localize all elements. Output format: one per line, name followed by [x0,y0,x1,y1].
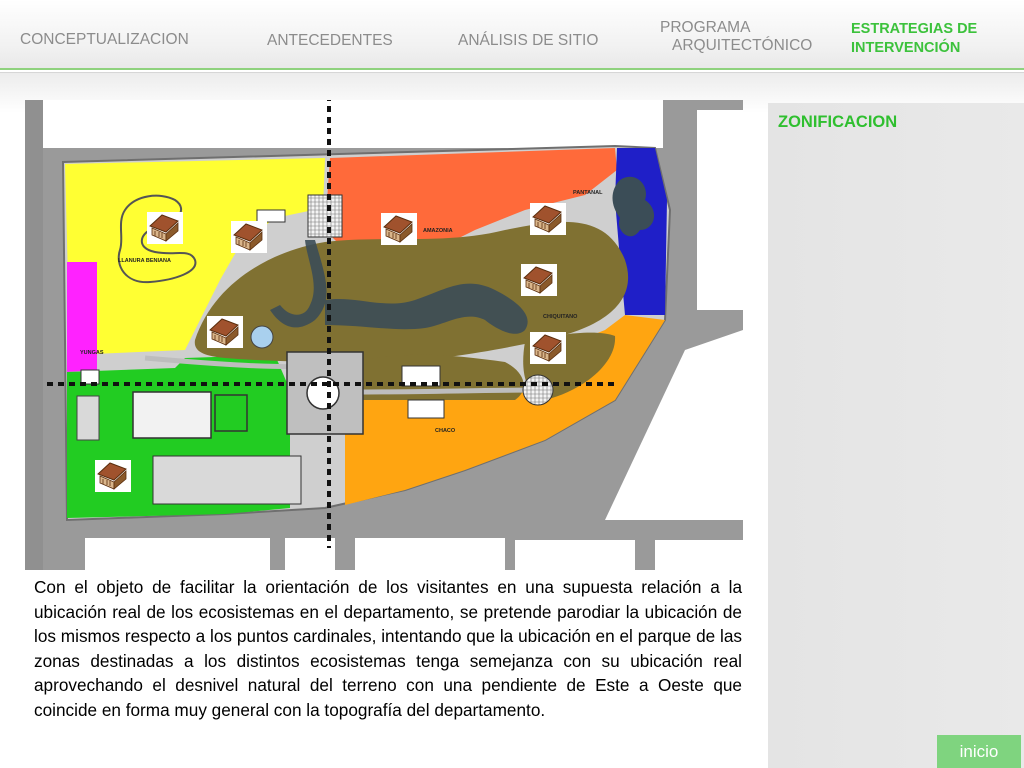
street-block-bottom-2 [285,538,335,570]
street-block-bottom-3 [355,538,505,570]
house-icon [381,213,417,245]
nav-programa-arquitectonico[interactable] [659,19,812,55]
house-icon [530,203,566,235]
label-yungas: YUNGAS [80,350,104,356]
zoning-map [25,100,743,570]
label-llanura: LLANURA BENIANA [118,258,171,264]
street-block-bottom-4 [515,540,635,570]
west-court [215,395,247,431]
inicio-button[interactable]: inicio [937,735,1021,768]
entrance-west [81,370,99,384]
street-left [25,100,43,570]
nav-antecedentes[interactable]: ANTECEDENTES [267,32,393,49]
house-icon [147,212,183,244]
parking-west [77,396,99,440]
central-fountain [307,377,339,409]
street-block-bottom-1 [85,538,270,570]
nav-conceptualizacion[interactable]: CONCEPTUALIZACION [20,31,189,48]
street-block-top-right [697,110,743,310]
top-navigation [0,0,1024,68]
nav-programa-line2: ARQUITECTÓNICO [672,37,813,54]
north-gate [308,195,342,237]
street-block-bottom-5 [655,540,743,570]
nav-estrategias-line2: INTERVENCIÓN [851,40,961,56]
pond [251,326,273,348]
house-icon [207,316,243,348]
street-block-top [43,100,663,148]
panel-title: ZONIFICACION [778,113,898,131]
parking-lot [153,456,301,504]
description-text: Con el objeto de facilitar la orientación de los visitantes en una supuesta relación a la ubicación real de los ecosistemas en el departamento, se pretende parodiar la ubicación de los mismos respecto a los puntos cardinales, intentando que la ubicación en el parque de las zonas destinadas a los distintos ecosistemas tenga semejanza con su ubicación real aprovechando el desnivel natural del terreno con una pendiente de Este a Oeste que coincide en forma muy general con la topografía del departamento. [34,577,742,720]
nav-analisis-de-sitio[interactable]: ANÁLISIS DE SITIO [458,32,599,49]
house-icon [231,221,267,253]
east-pavilion-2 [408,400,444,418]
label-pantanal: PANTANAL [573,190,603,196]
label-amazonia: AMAZONIA [423,228,453,234]
north-bridge [257,210,285,222]
nav-estrategias-de-intervencion[interactable] [851,20,977,57]
house-icon [95,460,131,492]
nav-estrategias-line1: ESTRATEGIAS DE [851,21,978,37]
side-panel [768,103,1024,768]
label-chiquitano: CHIQUITANO [543,314,578,320]
house-icon [530,332,566,364]
nav-programa-line1: PROGRAMA [660,19,751,36]
nav-accent-rule [0,68,1024,70]
east-rotunda [523,375,553,405]
label-chaco: CHACO [435,428,456,434]
west-hall [133,392,211,438]
house-icon [521,264,557,296]
